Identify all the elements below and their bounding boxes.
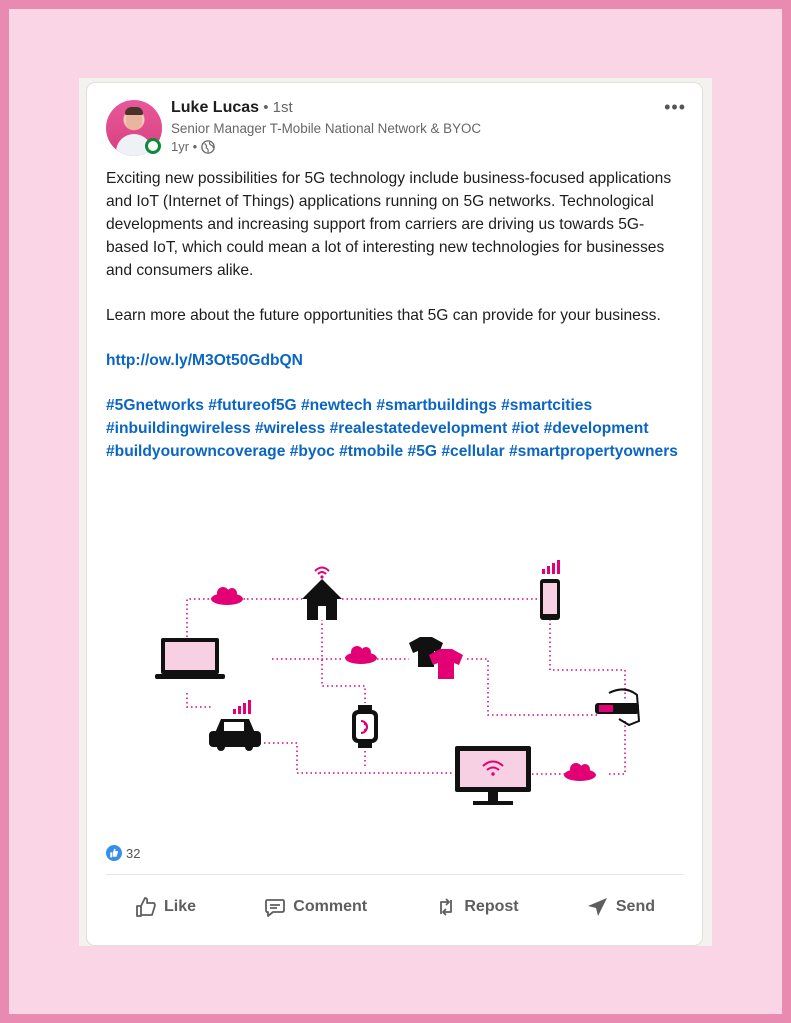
author-name[interactable]: Luke Lucas • 1st bbox=[171, 99, 293, 116]
more-options-button[interactable]: ••• bbox=[664, 97, 686, 117]
post-meta bbox=[171, 139, 215, 154]
laptop-icon bbox=[155, 638, 225, 679]
send-button[interactable] bbox=[558, 891, 683, 923]
repost-icon bbox=[434, 895, 458, 919]
post-age: 1yr • bbox=[171, 139, 198, 154]
connection-degree: • 1st bbox=[259, 99, 293, 116]
post-card bbox=[87, 83, 702, 945]
cloud-icon bbox=[211, 587, 243, 605]
like-label: Like bbox=[164, 898, 197, 915]
monitor-icon bbox=[455, 746, 531, 805]
post-paragraph-2: Learn more about the future opportunities that 5G can provide for your business. bbox=[106, 307, 661, 324]
comment-button[interactable] bbox=[235, 891, 395, 923]
send-icon bbox=[586, 895, 610, 919]
divider bbox=[106, 874, 683, 875]
smartphone-icon bbox=[540, 560, 560, 620]
post-container bbox=[79, 78, 712, 946]
repost-button[interactable] bbox=[406, 891, 546, 923]
send-label: Send bbox=[615, 898, 655, 915]
thumbs-up-icon bbox=[134, 895, 158, 919]
reactions-summary[interactable] bbox=[106, 845, 140, 861]
repost-label: Repost bbox=[464, 898, 519, 915]
car-icon bbox=[209, 700, 261, 751]
home-icon bbox=[302, 568, 342, 621]
reaction-count: 32 bbox=[126, 845, 141, 861]
cloud-icon bbox=[345, 646, 377, 664]
comment-label: Comment bbox=[293, 898, 368, 915]
smartwatch-icon bbox=[352, 705, 378, 748]
post-hashtags[interactable]: #5Gnetworks #futureof5G #newtech #smartbuildings #smartcities #inbuildingwireless #wireless #realestatedevelopment #iot #development #buildyourowncoverage #byoc #tmobile #5G #cellular #smartpropertyowners bbox=[106, 397, 678, 460]
post-link[interactable]: http://ow.ly/M3Ot50GdbQN bbox=[106, 352, 303, 369]
globe-icon bbox=[201, 140, 215, 154]
online-status-icon bbox=[145, 138, 161, 154]
vr-headset-icon bbox=[595, 689, 639, 725]
cloud-icon bbox=[564, 763, 596, 781]
like-reaction-icon bbox=[106, 845, 122, 861]
action-bar bbox=[106, 891, 683, 923]
author-headline: Senior Manager T-Mobile National Network & BYOC bbox=[171, 121, 482, 136]
like-button[interactable] bbox=[106, 891, 224, 923]
comment-icon bbox=[263, 895, 287, 919]
post-body bbox=[106, 167, 686, 463]
post-paragraph-1: Exciting new possibilities for 5G technology include business-focused applications and IoT (Internet of Things) applications running on 5G networks. Technological developments and increasing support from carriers are driving us towards 5G-based IoT, which could mean a lot of interesting new technologies for businesses and consumers alike. bbox=[106, 170, 672, 279]
iot-illustration[interactable] bbox=[147, 543, 647, 813]
tshirt-icon bbox=[409, 637, 463, 679]
